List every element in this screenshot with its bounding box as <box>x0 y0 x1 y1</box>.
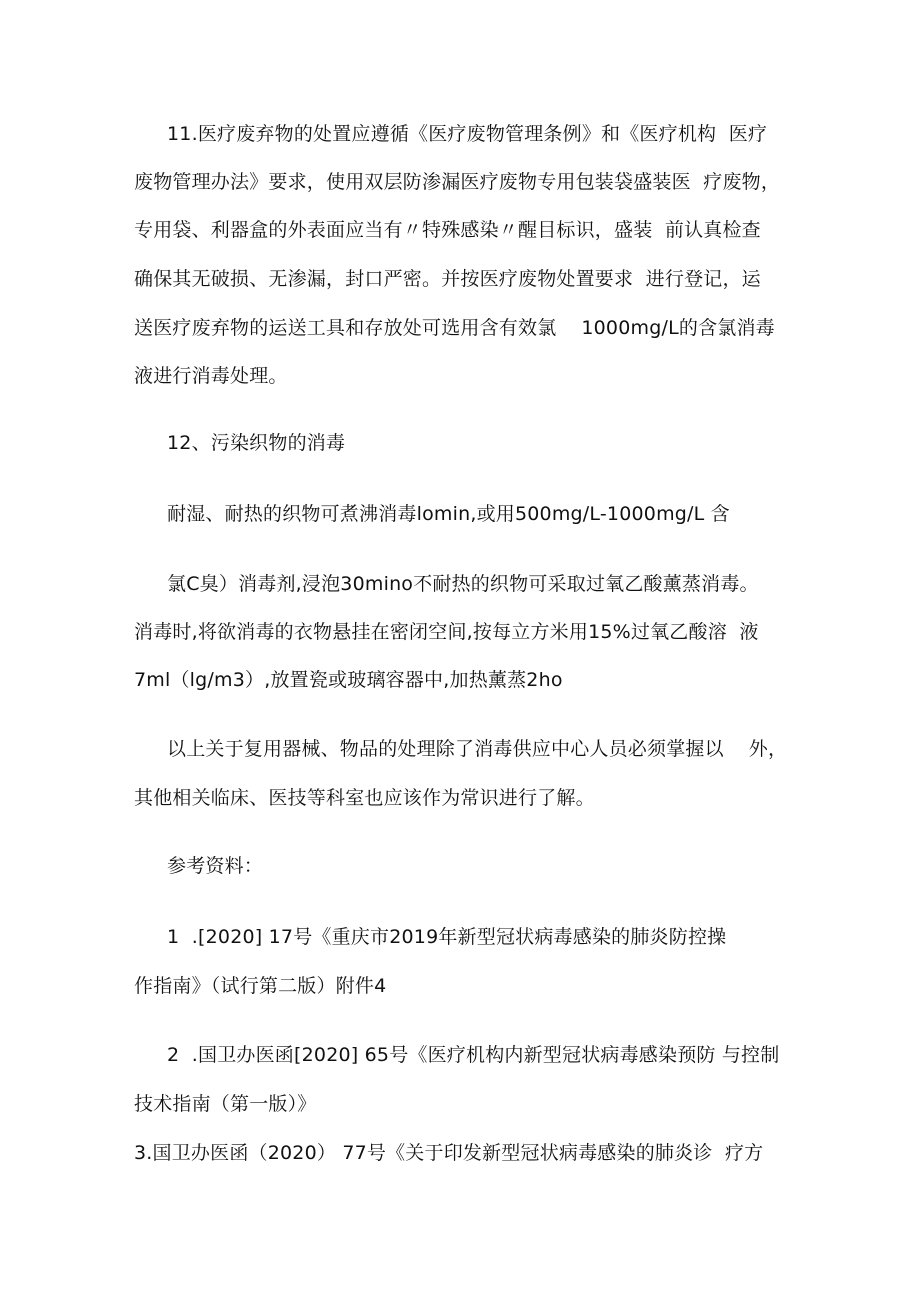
paragraph-12-line-1: 耐湿、耐热的织物可煮沸消毒lomin,或用500mg∕L-1000mg∕L 含 <box>167 503 730 525</box>
paragraph-11-line-6: 液进行消毒处理。 <box>134 365 288 387</box>
paragraph-12-line-2: 氯C臭）消毒剂,浸泡30mino不耐热的织物可采取过氧乙酸薰蒸消毒。 <box>167 573 759 595</box>
paragraph-11-line-5: 送医疗废弃物的运送工具和存放处可选用含有效氯 1000mg∕L的含氯消毒 <box>134 317 775 339</box>
reference-3-line-1: 3.国卫办医函（2020） 77号《关于印发新型冠状病毒感染的肺炎诊 疗方 <box>134 1142 764 1164</box>
paragraph-11-line-2: 废物管理办法》要求，使用双层防渗漏医疗废物专用包装袋盛装医 疗废物， <box>134 171 781 193</box>
summary-line-2: 其他相关临床、医技等科室也应该作为常识进行了解。 <box>134 787 595 809</box>
paragraph-11-line-4: 确保其无破损、无渗漏，封口严密。并按医疗废物处置要求 进行登记，运 <box>134 268 761 290</box>
section-12-heading: 12、污染织物的消毒 <box>167 432 346 454</box>
paragraph-11-line-1: 11.医疗废弃物的处置应遵循《医疗废物管理条例》和《医疗机构 医疗 <box>167 123 768 145</box>
paragraph-12-line-3: 消毒时,将欲消毒的衣物悬挂在密闭空间,按每立方米用15%过氧乙酸溶 液 <box>134 621 759 643</box>
summary-line-1: 以上关于复用器械、物品的处理除了消毒供应中心人员必须掌握以 外， <box>167 738 788 760</box>
reference-2-line-1: 2 .国卫办医函[2020] 65号《医疗机构内新型冠状病毒感染预防 与控制 <box>167 1044 780 1066</box>
paragraph-11-line-3: 专用袋、利器盒的外表面应当有〃特殊感染〃醒目标识，盛装 前认真检查 <box>134 219 761 241</box>
reference-2-line-2: 技术指南（第一版）》 <box>134 1093 317 1115</box>
reference-1-line-1: 1 .[2020] 17号《重庆市2019年新型冠状病毒感染的肺炎防控操 <box>167 926 727 948</box>
reference-1-line-2: 作指南》（试行第二版）附件4 <box>134 975 387 997</box>
references-heading: 参考资料： <box>167 855 264 877</box>
paragraph-12-line-4: 7ml（lg∕m3）,放置瓷或玻璃容器中,加热薰蒸2ho <box>134 669 563 691</box>
